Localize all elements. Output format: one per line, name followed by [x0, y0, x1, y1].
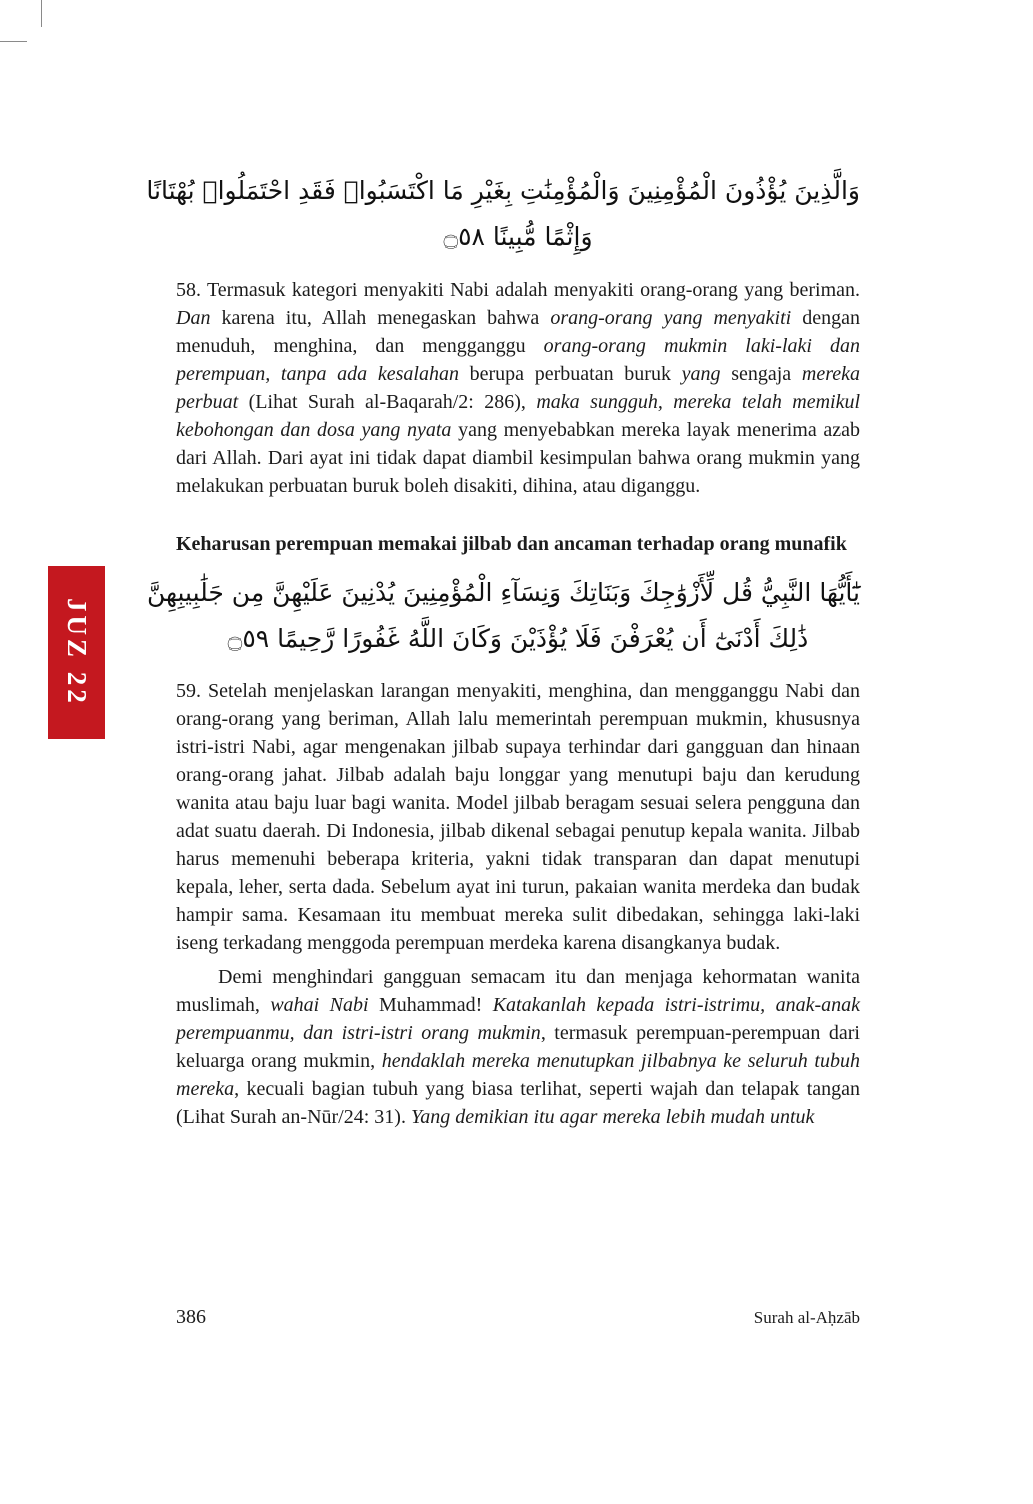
surah-name: Surah al-Aḥzāb — [753, 1308, 860, 1327]
page-number: 386 — [176, 1306, 206, 1328]
arabic-verse-59 — [146, 570, 860, 663]
arabic-verse-59-line-2: ذَٰلِكَ أَدْنَىٰٓ أَن يُعْرَفْنَ فَلَا يُؤْذَيْنَ وَكَانَ اللَّهُ غَفُورًا رَّحِيمًا ۝٥٩ — [227, 623, 809, 653]
arabic-verse-58-line-2: وَإِثْمًا مُّبِينًا ۝٥٨ — [443, 222, 593, 252]
arabic-verse-58 — [146, 168, 860, 261]
page-footer — [176, 1306, 860, 1329]
translation-paragraph-58: 58. Termasuk kategori menyakiti Nabi adalah menyakiti orang-orang yang beriman. Dan karena itu, Allah menegaskan bahwa orang-orang yang menyakiti dengan menuduh, menghina, dan mengganggu orang-orang mukmin laki-laki dan perempuan, tanpa ada kesalahan berupa perbuatan buruk yang sengaja mereka perbuat (Lihat Surah al-Baqarah/2: 286), maka sungguh, mereka telah memikul kebohongan dan dosa yang nyata yang menyebabkan mereka layak menerima azab dari Allah. Dari ayat ini tidak dapat diambil kesimpulan bahwa orang mukmin yang melakukan perbuatan buruk boleh disakiti, dihina, atau diganggu. — [176, 278, 861, 497]
arabic-verse-59-line-1: يَٰٓأَيُّهَا النَّبِيُّ قُل لِّأَزْوَٰجِكَ وَبَنَاتِكَ وَنِسَآءِ الْمُؤْمِنِينَ يُدْنِينَ عَلَيْهِنَّ مِن جَلَٰبِيبِهِنَّ — [146, 577, 860, 607]
juz-tab — [48, 566, 105, 739]
crop-mark-top — [41, 0, 42, 27]
crop-mark-left — [0, 41, 27, 42]
page-content — [146, 168, 861, 1131]
juz-label: JUZ 22 — [62, 598, 92, 707]
arabic-verse-58-line-1: وَالَّذِينَ يُؤْذُونَ الْمُؤْمِنِينَ وَالْمُؤْمِنَٰتِ بِغَيْرِ مَا اكْتَسَبُوا۟ فَقَدِ احْتَمَلُوا۟ بُهْتَانًا — [146, 176, 860, 205]
translation-paragraph-59-continued: Demi menghindari gangguan semacam itu dan menjaga kehormatan wanita muslimah, wahai Nabi Muhammad! Katakanlah kepada istri-istrimu, anak-anak perempuanmu, dan istri-istri orang mukmin, termasuk perempuan-perempuan dari keluarga orang mukmin, hendaklah mereka menutupkan jilbabnya ke seluruh tubuh mereka, kecuali bagian tubuh yang biasa terlihat, seperti wajah dan telapak tangan (Lihat Surah an-Nūr/24: 31). Yang demikian itu agar mereka lebih mudah untuk — [176, 966, 861, 1128]
section-heading: Keharusan perempuan memakai jilbab dan ancaman terhadap orang munafik — [176, 532, 847, 555]
translation-paragraph-59: 59. Setelah menjelaskan larangan menyakiti, menghina, dan mengganggu Nabi dan orang-orang yang beriman, Allah lalu memerintah perempuan mukmin, khususnya istri-istri Nabi, agar mengenakan jilbab supaya terhindar dari gangguan dan hinaan orang-orang jahat. Jilbab adalah baju longgar yang menutupi baju dan kerudung wanita atau baju luar bagi wanita. Model jilbab beragam sesuai selera pengguna dan adat suatu daerah. Di Indonesia, jilbab dikenal sebagai penutup kepala wanita. Jilbab harus memenuhi beberapa kriteria, yakni tidak transparan dan dapat menutupi kepala, leher, serta dada. Sebelum ayat ini turun, pakaian wanita merdeka dan budak hampir sama. Kesamaan itu membuat mereka sulit dibedakan, sehingga laki-laki iseng terkadang menggoda perempuan merdeka karena disangkanya budak. — [176, 680, 860, 954]
